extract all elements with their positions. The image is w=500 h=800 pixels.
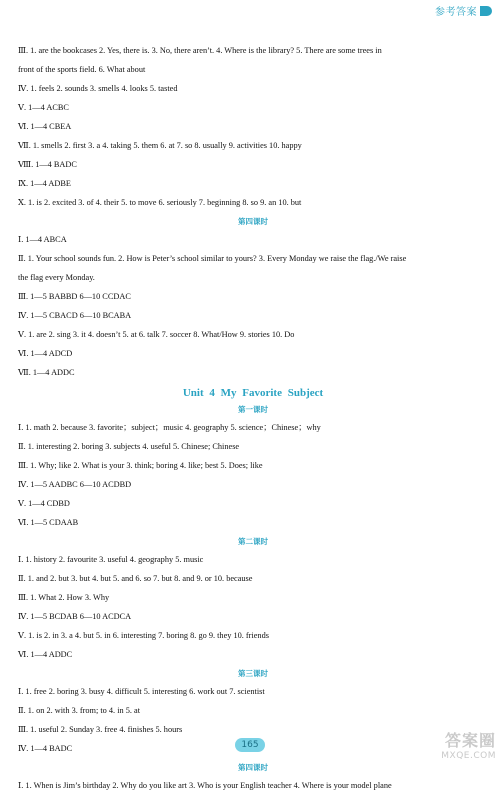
section-heading: 第二课时 — [238, 537, 268, 546]
section-heading: 第一课时 — [238, 405, 268, 414]
answer-line: Ⅲ. 1. Why; like 2. What is your 3. think; boring 4. like; best 5. Does; like — [18, 461, 263, 470]
answer-line: Ⅴ. 1. is 2. in 3. a 4. but 5. in 6. interesting 7. boring 8. go 9. they 10. friends — [18, 631, 269, 640]
answer-line: Ⅲ. 1. are the bookcases 2. Yes, there is. 3. No, there aren’t. 4. Where is the library? 5. There are some trees in — [18, 46, 382, 55]
answer-line: Ⅵ. 1—4 CBEA — [18, 122, 72, 131]
page-number: 165 — [235, 738, 265, 752]
answer-line: Ⅱ. 1. and 2. but 3. but 4. but 5. and 6. so 7. but 8. and 9. or 10. because — [18, 574, 253, 583]
answer-line: Ⅶ. 1. smells 2. first 3. a 4. taking 5. them 6. at 7. so 8. usually 9. activities 10. happy — [18, 141, 302, 150]
answer-line: Ⅳ. 1—5 CBACD 6—10 BCABA — [18, 311, 132, 320]
answer-line: Ⅹ. 1. is 2. excited 3. of 4. their 5. to move 6. seriously 7. beginning 8. so 9. an 10. but — [18, 198, 302, 207]
watermark — [426, 732, 496, 766]
answer-line: Ⅷ. 1—4 BADC — [18, 160, 77, 169]
answer-line: Ⅶ. 1—4 ADDC — [18, 368, 75, 377]
section-heading: 第四课时 — [238, 217, 268, 226]
watermark-url: MXQE.COM — [441, 751, 496, 761]
section-heading: 第四课时 — [238, 763, 268, 772]
answer-line: Ⅳ. 1. feels 2. sounds 3. smells 4. looks 5. tasted — [18, 84, 178, 93]
answer-line: Ⅲ. 1—5 BABBD 6—10 CCDAC — [18, 292, 131, 301]
answer-line: Ⅱ. 1. Your school sounds fun. 2. How is Peter’s school similar to yours? 3. Every Monday we raise the flag./We raise — [18, 254, 407, 263]
answer-line: Ⅲ. 1. What 2. How 3. Why — [18, 593, 110, 602]
watermark-title: 答案圈 — [444, 731, 496, 750]
answer-line: Ⅴ. 1—4 ACBC — [18, 103, 69, 112]
header-label: 参考答案 — [435, 7, 477, 18]
answer-line: Ⅲ. 1. useful 2. Sunday 3. free 4. finishes 5. hours — [18, 725, 183, 734]
answer-line: Ⅴ. 1. are 2. sing 3. it 4. doesn’t 5. at 6. talk 7. soccer 8. What/How 9. stories 10. Do — [18, 330, 295, 339]
answer-line: Ⅳ. 1—5 BCDAB 6—10 ACDCA — [18, 612, 132, 621]
page-header — [435, 3, 492, 18]
answer-line: Ⅳ. 1—4 BADC — [18, 744, 73, 753]
answer-line: Ⅳ. 1—5 AADBC 6—10 ACDBD — [18, 480, 132, 489]
section-heading: 第三课时 — [238, 669, 268, 678]
answer-line: Ⅴ. 1—4 CDBD — [18, 499, 70, 508]
answer-line: Ⅵ. 1—4 ADCD — [18, 349, 73, 358]
unit-title: Unit 4 My Favorite Subject — [182, 387, 324, 399]
answer-line: Ⅰ. 1. free 2. boring 3. busy 4. difficult 5. interesting 6. work out 7. scientist — [18, 687, 265, 696]
answer-line: Ⅵ. 1—5 CDAAB — [18, 518, 79, 527]
answer-line: Ⅰ. 1. math 2. because 3. favorite；subject；music 4. geography 5. science；Chinese；why — [18, 423, 321, 432]
header-tab-icon — [480, 6, 492, 16]
answer-line: Ⅰ. 1. history 2. favourite 3. useful 4. geography 5. music — [18, 555, 204, 564]
answer-line: front of the sports field. 6. What about — [18, 65, 146, 74]
answer-line: Ⅰ. 1—4 ABCA — [18, 235, 67, 244]
answer-line: Ⅸ. 1—4 ADBE — [18, 179, 71, 188]
answer-line: Ⅱ. 1. interesting 2. boring 3. subjects 4. useful 5. Chinese; Chinese — [18, 442, 240, 451]
answer-line: Ⅱ. 1. on 2. with 3. from; to 4. in 5. at — [18, 706, 141, 715]
answer-line: Ⅰ. 1. When is Jim’s birthday 2. Why do you like art 3. Who is your English teacher 4. Where is your model plane — [18, 781, 392, 790]
answer-key-content — [18, 46, 488, 800]
answer-line: the flag every Monday. — [18, 273, 95, 282]
answer-line: Ⅵ. 1—4 ADDC — [18, 650, 73, 659]
